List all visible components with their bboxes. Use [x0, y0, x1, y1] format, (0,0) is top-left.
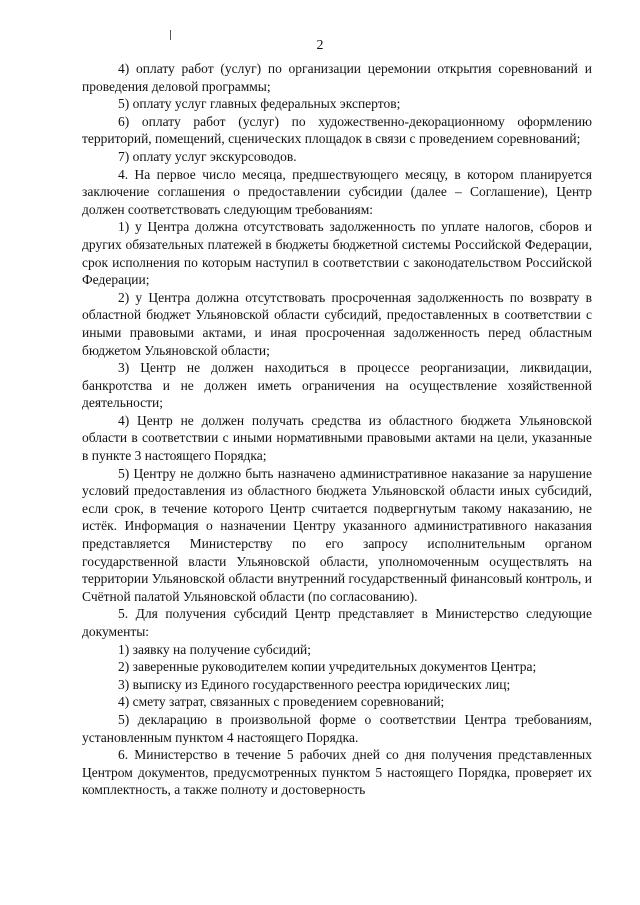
paragraph: 7) оплату услуг экскурсоводов. [118, 148, 297, 164]
paragraph: 3) выписку из Единого государственного реестра юридических лиц; [118, 676, 511, 692]
paragraph: 1) у Центра должна отсутствовать задолженность по уплате налогов, сборов и других обязательных платежей в бюджеты бюджетной системы Российской Федерации, срок исполнения по которым наступил в соответствии с законодательством Российской Федерации; [82, 219, 592, 288]
paragraph: 6) оплату работ (услуг) по художественно-декорационному оформлению территорий, помещений, сценических площадок в связи с проведением соревнований; [82, 113, 592, 147]
paragraph: 5. Для получения субсидий Центр представляет в Министерство следующие документы: [82, 606, 592, 639]
paragraph: 6. Министерство в течение 5 рабочих дней со дня получения представленных Центром документов, предусмотренных пунктом 5 настоящего Порядка, проверяет их комплектность, а также полноту и достоверность [82, 747, 592, 798]
paragraph: 4) оплату работ (услуг) по организации церемонии открытия соревнований и проведения деловой программы; [82, 61, 592, 94]
paragraph: 3) Центр не должен находиться в процессе реорганизации, ликвидации, банкротства и не должен иметь ограничения на осуществление хозяйственной деятельности; [82, 360, 592, 411]
page-number: 2 [316, 38, 324, 53]
paragraph: 1) заявку на получение субсидий; [118, 641, 312, 657]
paragraph: 5) Центру не должно быть назначено административное наказание за нарушение условий предоставления из областного бюджета Ульяновской области иных субсидий, если срок, в течение которого Центр считается подвергнутым такому наказанию, не истёк. Информация о назначении Центру указанного административного наказания представляется Министерству по его запросу исполнительным органом государственной власти Ульяновской области, уполномоченным осуществлять на территории Ульяновской области внутренний государственный финансовый контроль, и Счётной палатой Ульяновской области (по согласованию). [82, 465, 592, 604]
paragraph: 2) у Центра должна отсутствовать просроченная задолженность по возврату в областной бюджет Ульяновской области субсидий, предоставленных в соответствии с иными правовыми актами, и иная просроченная задолженность перед областным бюджетом Ульяновской области; [82, 289, 592, 358]
paragraph: 4. На первое число месяца, предшествующего месяцу, в котором планируется заключение соглашения о предоставлении субсидии (далее – Соглашение), Центр должен соответствовать следующим требованиям: [82, 166, 592, 217]
paragraph: 5) оплату услуг главных федеральных экспертов; [118, 96, 401, 112]
paragraph: 4) Центр не должен получать средства из областного бюджета Ульяновской области в соответствии с иными нормативными правовыми актами на цели, указанные в пункте 3 настоящего Порядка; [82, 412, 592, 464]
paragraph: 2) заверенные руководителем копии учредительных документов Центра; [118, 659, 537, 675]
paragraph: 5) декларацию в произвольной форме о соответствии Центра требованиям, установленным пунктом 4 настоящего Порядка. [82, 711, 592, 745]
paragraph: 4) смету затрат, связанных с проведением соревнований; [118, 694, 445, 710]
document-body [82, 60, 592, 799]
